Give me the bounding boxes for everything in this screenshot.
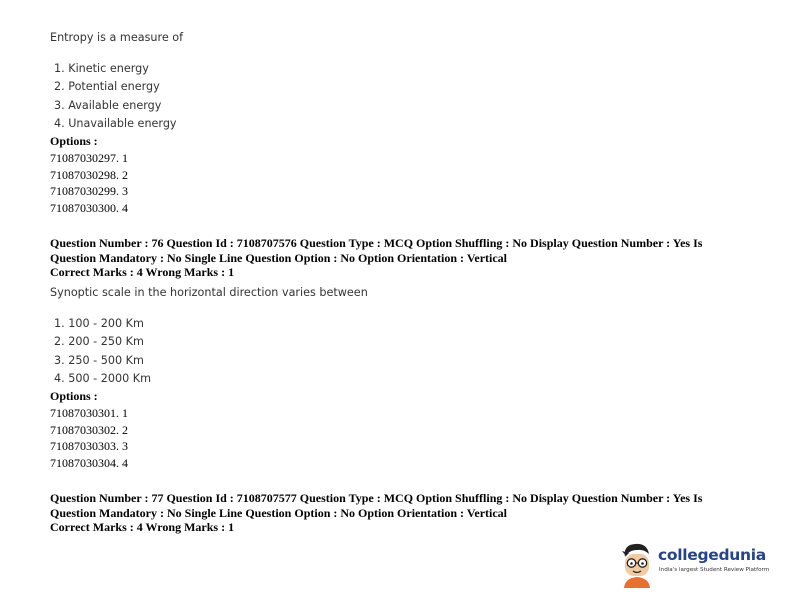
question-meta-line: Question Number : 76 Question Id : 7108707576 Question Type : MCQ Option Shuffling : No Display Question Number : Yes Is xyxy=(50,236,703,250)
choice-item: 2. Potential energy xyxy=(54,80,160,94)
question-text: Entropy is a measure of xyxy=(50,31,184,44)
question-meta-line: Question Number : 77 Question Id : 7108707577 Question Type : MCQ Option Shuffling : No Display Question Number : Yes Is xyxy=(50,491,703,505)
choice-list xyxy=(54,60,177,133)
option-id: 71087030304. 4 xyxy=(50,456,128,471)
logo-wordmark: collegedunia xyxy=(658,546,766,564)
marks-line: Correct Marks : 4 Wrong Marks : 1 xyxy=(50,265,235,280)
option-id: 71087030299. 3 xyxy=(50,184,128,199)
options-label: Options : xyxy=(50,134,98,148)
choice-item: 3. 250 - 500 Km xyxy=(54,353,144,367)
choice-item: 4. 500 - 2000 Km xyxy=(54,371,151,385)
collegedunia-logo xyxy=(618,542,768,588)
options-block xyxy=(50,133,128,217)
choice-list xyxy=(54,315,151,388)
choice-item: 2. 200 - 250 Km xyxy=(54,335,144,349)
question-meta xyxy=(50,491,750,535)
choice-item: 1. Kinetic energy xyxy=(54,62,149,75)
logo-tagline: India's largest Student Review Platform xyxy=(659,567,770,573)
options-label: Options : xyxy=(50,389,98,403)
choice-item: 4. Unavailable energy xyxy=(54,116,177,130)
question-meta-line: Question Mandatory : No Single Line Question Option : No Option Orientation : Vertical xyxy=(50,250,508,265)
option-id: 71087030303. 3 xyxy=(50,439,128,454)
options-block xyxy=(50,388,128,472)
option-id: 71087030300. 4 xyxy=(50,201,128,216)
question-text: Synoptic scale in the horizontal direction varies between xyxy=(50,286,368,299)
mascot-icon xyxy=(618,542,656,588)
question-meta xyxy=(50,236,750,280)
option-id: 71087030302. 2 xyxy=(50,422,128,437)
option-id: 71087030298. 2 xyxy=(50,167,128,182)
marks-line: Correct Marks : 4 Wrong Marks : 1 xyxy=(50,520,235,535)
question-meta-line: Question Mandatory : No Single Line Question Option : No Option Orientation : Vertical xyxy=(50,505,508,520)
option-id: 71087030301. 1 xyxy=(50,405,128,420)
choice-item: 1. 100 - 200 Km xyxy=(54,317,144,330)
option-id: 71087030297. 1 xyxy=(50,150,128,165)
choice-item: 3. Available energy xyxy=(54,98,162,112)
